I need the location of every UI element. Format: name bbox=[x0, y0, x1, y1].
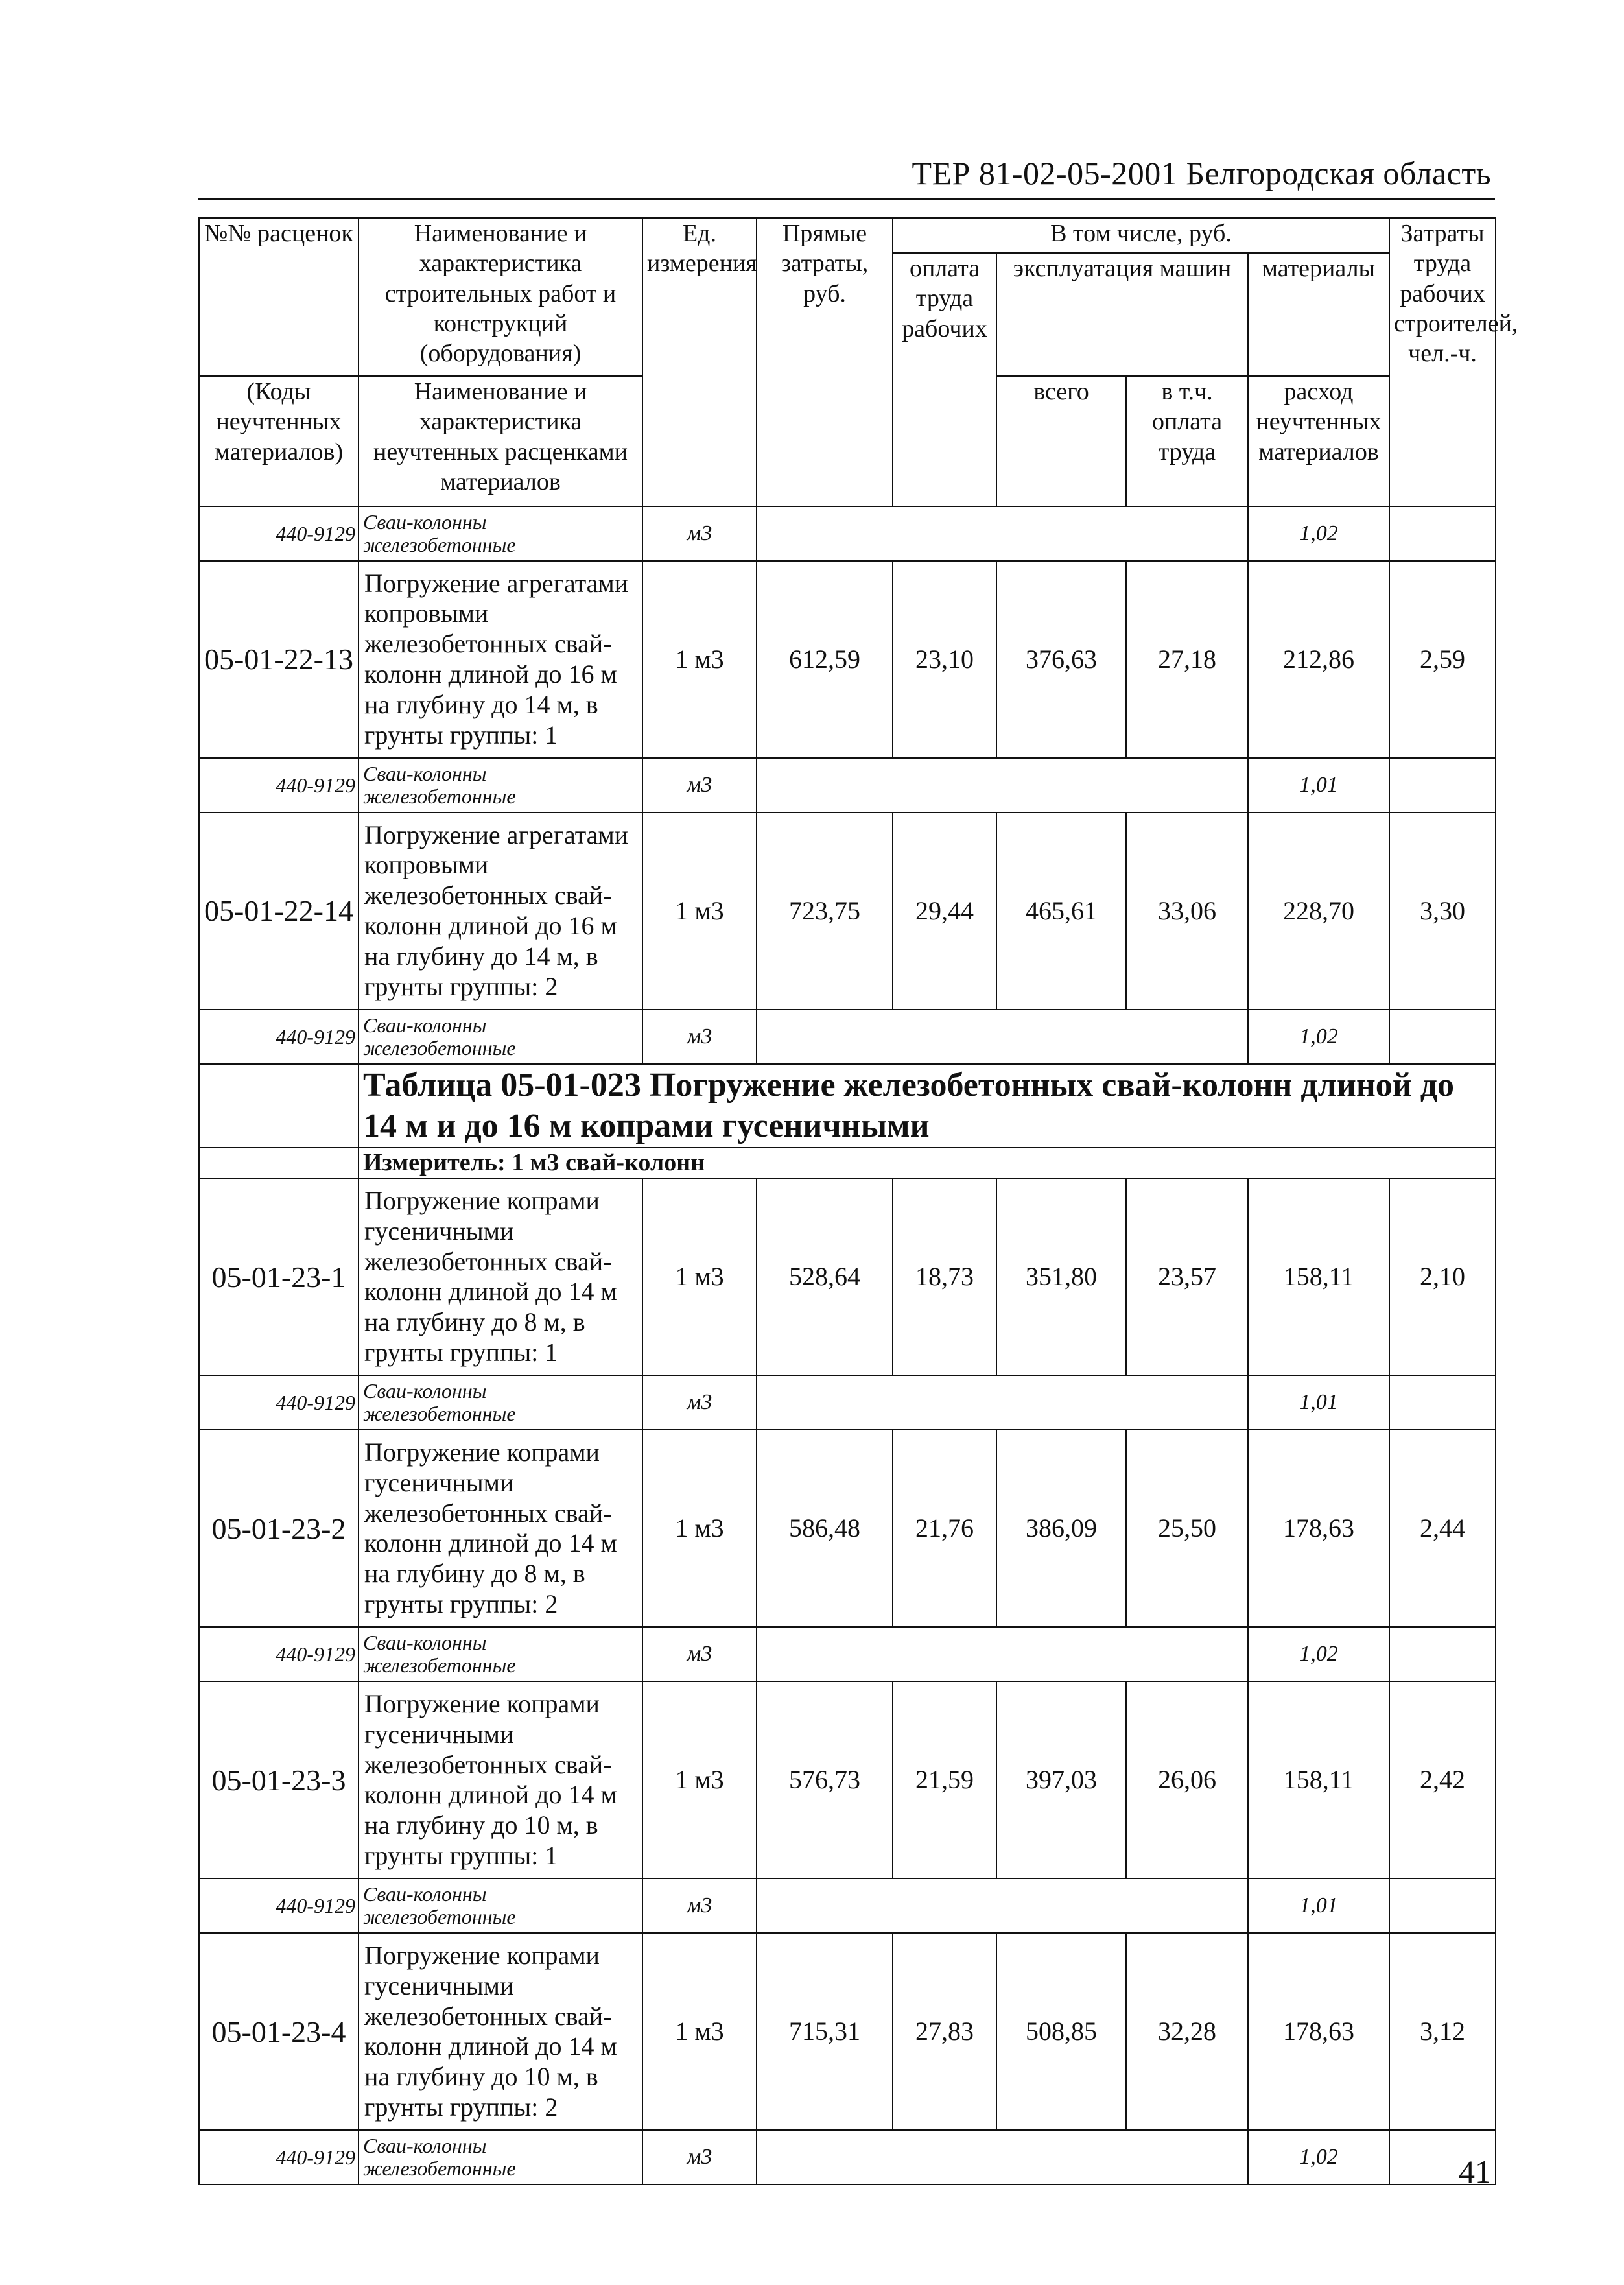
material-quantity: 1,01 bbox=[1248, 1878, 1389, 1933]
labor-cost: 3,30 bbox=[1389, 812, 1496, 1010]
material-quantity: 1,02 bbox=[1248, 506, 1389, 561]
material-row bbox=[199, 1627, 1496, 1681]
machines-labor: 27,18 bbox=[1126, 561, 1248, 758]
work-description: Погружение копрами гусеничными железобетонных свай-колонн длиной до 14 м на глубину до 8 м, в грунты группы: 1 bbox=[359, 1178, 642, 1375]
material-empty-span bbox=[757, 506, 1248, 561]
material-unit: м3 bbox=[642, 1010, 757, 1064]
col-code-header: №№ расценок bbox=[199, 218, 359, 376]
machines-total: 508,85 bbox=[996, 1933, 1126, 2130]
labor-cost: 2,42 bbox=[1389, 1681, 1496, 1878]
machines-labor: 26,06 bbox=[1126, 1681, 1248, 1878]
col-code2-header: (Коды неучтенных материалов) bbox=[199, 376, 359, 506]
materials-cost: 178,63 bbox=[1248, 1430, 1389, 1627]
rate-code: 05-01-22-14 bbox=[199, 812, 359, 1010]
material-name: Сваи-колонны железобетонные bbox=[359, 1375, 642, 1430]
material-row bbox=[199, 2130, 1496, 2184]
machines-labor: 32,28 bbox=[1126, 1933, 1248, 2130]
material-empty-span bbox=[757, 1375, 1248, 1430]
work-row bbox=[199, 561, 1496, 758]
material-row bbox=[199, 506, 1496, 561]
material-name: Сваи-колонны железобетонные bbox=[359, 506, 642, 561]
col-name-header: Наименование и характеристика строительных работ и конструкций (оборудования) bbox=[359, 218, 642, 376]
materials-cost: 212,86 bbox=[1248, 561, 1389, 758]
material-row bbox=[199, 1375, 1496, 1430]
work-description: Погружение агрегатами копровыми железобетонных свай-колонн длиной до 16 м на глубину до 14 м, в грунты группы: 2 bbox=[359, 812, 642, 1010]
col-direct-header: Прямые затраты, руб. bbox=[757, 218, 893, 506]
unit-value: 1 м3 bbox=[642, 1681, 757, 1878]
labor-cost: 2,59 bbox=[1389, 561, 1496, 758]
material-empty-cell bbox=[1389, 758, 1496, 812]
material-row bbox=[199, 1010, 1496, 1064]
direct-cost: 723,75 bbox=[757, 812, 893, 1010]
labor-cost: 3,12 bbox=[1389, 1933, 1496, 2130]
labor-cost: 2,44 bbox=[1389, 1430, 1496, 1627]
unit-value: 1 м3 bbox=[642, 812, 757, 1010]
unit-value: 1 м3 bbox=[642, 1430, 757, 1627]
material-name: Сваи-колонны железобетонные bbox=[359, 1627, 642, 1681]
unit-value: 1 м3 bbox=[642, 561, 757, 758]
work-row bbox=[199, 1430, 1496, 1627]
col-name2-header: Наименование и характеристика неучтенных расценками материалов bbox=[359, 376, 642, 506]
material-name: Сваи-колонны железобетонные bbox=[359, 2130, 642, 2184]
material-quantity: 1,02 bbox=[1248, 1627, 1389, 1681]
material-unit: м3 bbox=[642, 2130, 757, 2184]
table-title-row bbox=[199, 1064, 1496, 1148]
material-code: 440-9129 bbox=[199, 506, 359, 561]
direct-cost: 715,31 bbox=[757, 1933, 893, 2130]
col-machines-labor-header: в т.ч. оплата труда bbox=[1126, 376, 1248, 506]
work-row bbox=[199, 812, 1496, 1010]
material-quantity: 1,02 bbox=[1248, 1010, 1389, 1064]
material-code: 440-9129 bbox=[199, 1878, 359, 1933]
material-row bbox=[199, 758, 1496, 812]
material-empty-cell bbox=[1389, 1375, 1496, 1430]
labor-pay: 29,44 bbox=[893, 812, 996, 1010]
work-description: Погружение копрами гусеничными железобетонных свай-колонн длиной до 14 м на глубину до 10 м, в грунты группы: 2 bbox=[359, 1933, 642, 2130]
price-table bbox=[198, 217, 1518, 2185]
direct-cost: 612,59 bbox=[757, 561, 893, 758]
col-materials-header: материалы bbox=[1248, 253, 1389, 376]
header-divider bbox=[198, 198, 1495, 200]
col-machines-total-header: всего bbox=[996, 376, 1126, 506]
material-name: Сваи-колонны железобетонные bbox=[359, 758, 642, 812]
unit-value: 1 м3 bbox=[642, 1178, 757, 1375]
material-empty-span bbox=[757, 1627, 1248, 1681]
col-incl-header: В том числе, руб. bbox=[893, 218, 1389, 253]
col-material-use-header: расход неучтенных материалов bbox=[1248, 376, 1389, 506]
material-row bbox=[199, 1878, 1496, 1933]
material-empty-cell bbox=[1389, 1627, 1496, 1681]
machines-total: 376,63 bbox=[996, 561, 1126, 758]
material-code: 440-9129 bbox=[199, 1375, 359, 1430]
rate-code: 05-01-23-3 bbox=[199, 1681, 359, 1878]
materials-cost: 158,11 bbox=[1248, 1178, 1389, 1375]
col-machines-header: эксплуатация машин bbox=[996, 253, 1248, 376]
machines-total: 397,03 bbox=[996, 1681, 1126, 1878]
material-code: 440-9129 bbox=[199, 2130, 359, 2184]
table-measure: Измеритель: 1 м3 свай-колонн bbox=[359, 1148, 1496, 1179]
material-empty-cell bbox=[1389, 1010, 1496, 1064]
material-name: Сваи-колонны железобетонные bbox=[359, 1010, 642, 1064]
direct-cost: 528,64 bbox=[757, 1178, 893, 1375]
rate-code: 05-01-23-2 bbox=[199, 1430, 359, 1627]
material-quantity: 1,01 bbox=[1248, 1375, 1389, 1430]
material-quantity: 1,01 bbox=[1248, 758, 1389, 812]
rate-code: 05-01-23-4 bbox=[199, 1933, 359, 2130]
unit-value: 1 м3 bbox=[642, 1933, 757, 2130]
table-measure-row bbox=[199, 1148, 1496, 1179]
table-title: Таблица 05-01-023 Погружение железобетонных свай-колонн длиной до 14 м и до 16 м копрами гусеничными bbox=[359, 1064, 1496, 1148]
work-description: Погружение копрами гусеничными железобетонных свай-колонн длиной до 14 м на глубину до 10 м, в грунты группы: 1 bbox=[359, 1681, 642, 1878]
machines-total: 465,61 bbox=[996, 812, 1126, 1010]
material-empty-cell bbox=[1389, 506, 1496, 561]
rate-code: 05-01-23-1 bbox=[199, 1178, 359, 1375]
material-unit: м3 bbox=[642, 758, 757, 812]
work-description: Погружение копрами гусеничными железобетонных свай-колонн длиной до 14 м на глубину до 8 м, в грунты группы: 2 bbox=[359, 1430, 642, 1627]
machines-total: 351,80 bbox=[996, 1178, 1126, 1375]
material-unit: м3 bbox=[642, 1627, 757, 1681]
work-row bbox=[199, 1933, 1496, 2130]
materials-cost: 178,63 bbox=[1248, 1933, 1389, 2130]
material-name: Сваи-колонны железобетонные bbox=[359, 1878, 642, 1933]
materials-cost: 228,70 bbox=[1248, 812, 1389, 1010]
labor-cost: 2,10 bbox=[1389, 1178, 1496, 1375]
labor-pay: 21,59 bbox=[893, 1681, 996, 1878]
rate-code: 05-01-22-13 bbox=[199, 561, 359, 758]
material-empty-span bbox=[757, 758, 1248, 812]
material-code: 440-9129 bbox=[199, 1627, 359, 1681]
material-unit: м3 bbox=[642, 1375, 757, 1430]
labor-pay: 21,76 bbox=[893, 1430, 996, 1627]
col-labor-cost-header: Затраты труда рабочих строителей, чел.-ч. bbox=[1389, 218, 1496, 506]
material-unit: м3 bbox=[642, 506, 757, 561]
material-unit: м3 bbox=[642, 1878, 757, 1933]
material-code: 440-9129 bbox=[199, 1010, 359, 1064]
work-row bbox=[199, 1681, 1496, 1878]
direct-cost: 576,73 bbox=[757, 1681, 893, 1878]
machines-labor: 25,50 bbox=[1126, 1430, 1248, 1627]
material-empty-span bbox=[757, 2130, 1248, 2184]
material-empty-span bbox=[757, 1010, 1248, 1064]
materials-cost: 158,11 bbox=[1248, 1681, 1389, 1878]
machines-labor: 23,57 bbox=[1126, 1178, 1248, 1375]
material-empty-span bbox=[757, 1878, 1248, 1933]
col-labor-pay-header: оплата труда рабочих bbox=[893, 253, 996, 506]
work-row bbox=[199, 1178, 1496, 1375]
machines-total: 386,09 bbox=[996, 1430, 1126, 1627]
material-empty-cell bbox=[1389, 1878, 1496, 1933]
material-quantity: 1,02 bbox=[1248, 2130, 1389, 2184]
material-code: 440-9129 bbox=[199, 758, 359, 812]
measure-empty-cell bbox=[199, 1148, 359, 1179]
direct-cost: 586,48 bbox=[757, 1430, 893, 1627]
labor-pay: 23,10 bbox=[893, 561, 996, 758]
document-header: ТЕР 81-02-05-2001 Белгородская область bbox=[912, 155, 1491, 191]
machines-labor: 33,06 bbox=[1126, 812, 1248, 1010]
labor-pay: 27,83 bbox=[893, 1933, 996, 2130]
col-unit-header: Ед. измерения bbox=[642, 218, 757, 506]
work-description: Погружение агрегатами копровыми железобетонных свай-колонн длиной до 16 м на глубину до 14 м, в грунты группы: 1 bbox=[359, 561, 642, 758]
labor-pay: 18,73 bbox=[893, 1178, 996, 1375]
page-number: 41 bbox=[1459, 2153, 1491, 2190]
header-row-1 bbox=[199, 218, 1496, 253]
title-empty-cell bbox=[199, 1064, 359, 1148]
